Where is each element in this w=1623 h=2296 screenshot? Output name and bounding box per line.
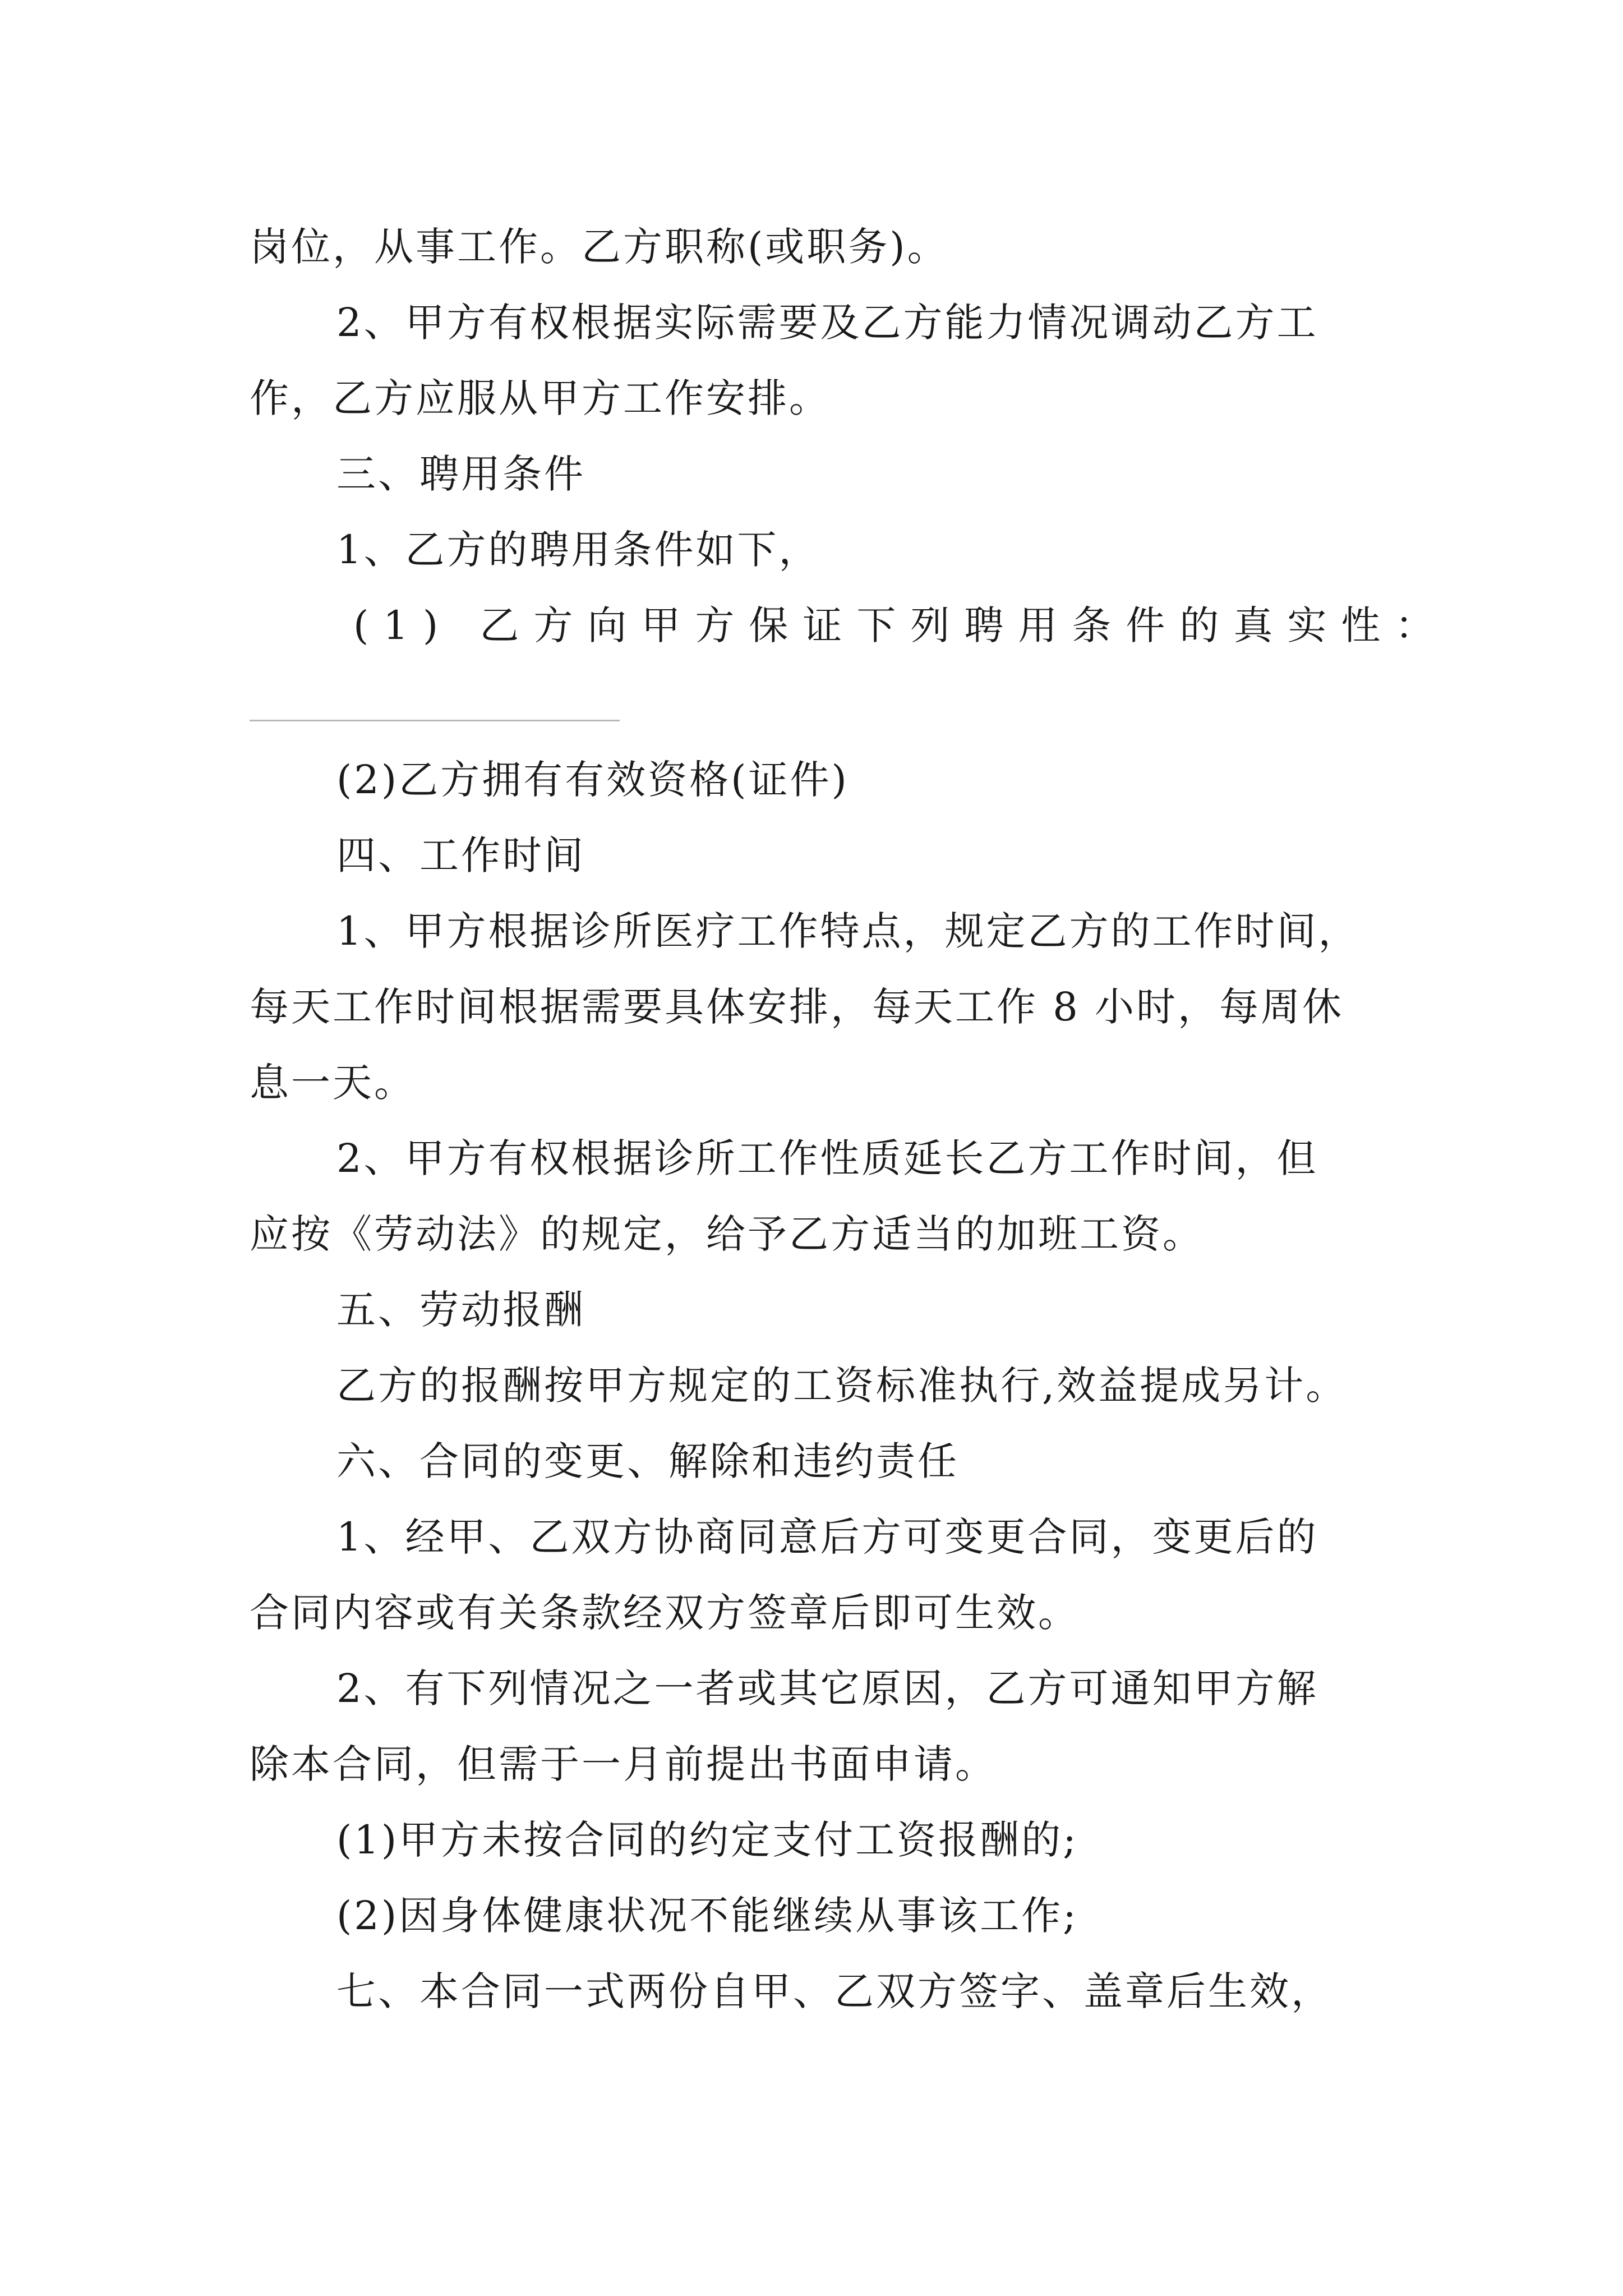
section-heading: 四、工作时间 xyxy=(336,832,585,878)
section-heading: 六、合同的变更、解除和违约责任 xyxy=(336,1438,959,1484)
text-line: 七、本合同一式两份自甲、乙双方签字、盖章后生效， xyxy=(336,1968,1332,2014)
text-line: 应按《劳动法》的规定，给予乙方适当的加班工资。 xyxy=(250,1211,1204,1257)
text-line: (2)乙方拥有有效资格(证件) xyxy=(336,757,849,803)
text-line: 乙方的报酬按甲方规定的工资标准执行,效益提成另计。 xyxy=(336,1363,1348,1409)
text-line: 1、乙方的聘用条件如下， xyxy=(336,527,820,573)
footnote-divider xyxy=(250,720,620,721)
text-line: 息一天。 xyxy=(250,1060,416,1106)
text-line: 每天工作时间根据需要具体安排，每天工作 8 小时，每周休 xyxy=(250,984,1344,1030)
text-line: (2)因身体健康状况不能继续从事该工作; xyxy=(336,1893,1078,1939)
section-heading: 五、劳动报酬 xyxy=(336,1287,585,1333)
text-line: 除本合同，但需于一月前提出书面申请。 xyxy=(250,1741,997,1787)
text-line: (1)甲方未按合同的约定支付工资报酬的; xyxy=(336,1817,1078,1863)
text-line: 作，乙方应服从甲方工作安排。 xyxy=(250,375,831,421)
text-line: 1、甲方根据诊所医疗工作特点，规定乙方的工作时间， xyxy=(336,908,1360,954)
text-line: (1) 乙方向甲方保证下列聘用条件的真实性： xyxy=(353,602,1449,648)
section-heading: 三、聘用条件 xyxy=(336,451,585,497)
text-line: 合同内容或有关条款经双方签章后即可生效。 xyxy=(250,1590,1080,1636)
text-line: 1、经甲、乙双方协商同意后方可变更合同，变更后的 xyxy=(336,1514,1318,1560)
text-line: 岗位，从事工作。乙方职称(或职务)。 xyxy=(250,224,949,270)
text-line: 2、甲方有权根据诊所工作性质延长乙方工作时间，但 xyxy=(336,1135,1318,1181)
text-line: 2、甲方有权根据实际需要及乙方能力情况调动乙方工 xyxy=(336,300,1318,346)
text-line: 2、有下列情况之一者或其它原因，乙方可通知甲方解 xyxy=(336,1665,1318,1711)
